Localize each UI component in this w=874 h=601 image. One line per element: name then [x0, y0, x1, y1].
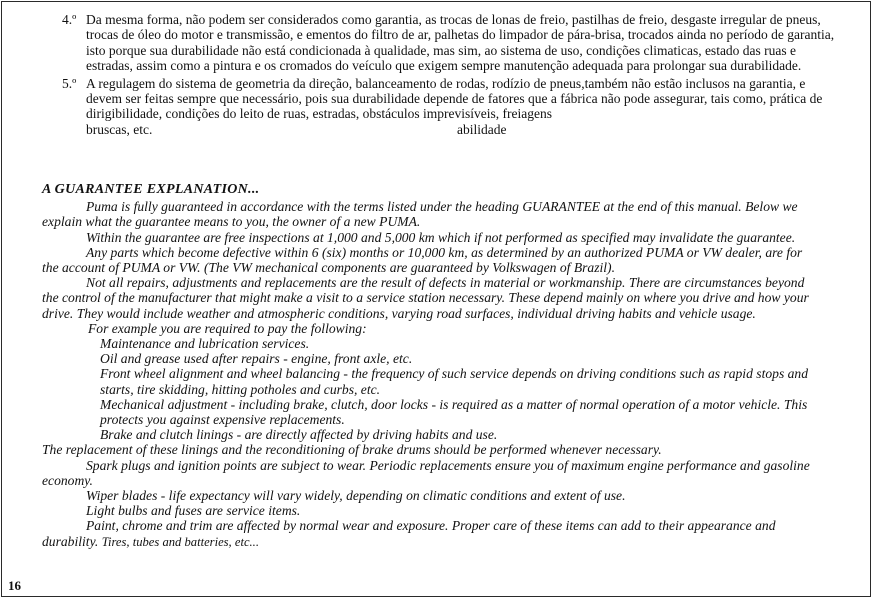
en-paint-text: Paint, chrome and trim are affected by normal wear and exposure. Proper care of these items can add to their appearance and durability. [42, 518, 776, 549]
en-spark-plugs: Spark plugs and ignition points are subject to wear. Periodic replacements ensure you of maximum engine performance and gasoline economy. [42, 457, 810, 488]
list-item: Brake and clutch linings - are directly affected by driving habits and use. [100, 427, 498, 443]
en-paint-tail: Tires, tubes and batteries, etc... [101, 534, 259, 549]
en-paragraph-2: Within the guarantee are free inspections at 1,000 and 5,000 km which if not performed as specified may invalidate the guarantee. [86, 229, 796, 245]
page-number: 16 [8, 578, 21, 593]
pt-item-5-fragment: abilidade [457, 121, 507, 137]
list-item: Oil and grease used after repairs - engine, front axle, etc. [100, 351, 413, 367]
pt-item-5-number: 5.º [62, 75, 77, 91]
section-heading: A GUARANTEE EXPLANATION... [42, 182, 260, 197]
en-light-bulbs: Light bulbs and fuses are service items. [86, 503, 301, 519]
english-section [42, 182, 822, 550]
en-list [42, 336, 822, 442]
en-paragraph-3: Any parts which become defective within 6 (six) months or 10,000 km, as determined by an authorized PUMA or VW dealer, are for the account of PUMA or VW. (The VW mechanical components are guaranteed by Volkswagen of Brazil). [42, 244, 803, 276]
list-item: Mechanical adjustment - including brake, clutch, door locks - is required as a matter of normal operation of a motor vehicle. This protects you against expensive replacements. [100, 396, 808, 428]
pt-item-5-tail-line [62, 122, 837, 137]
pt-item-5-tail: bruscas, etc. [86, 121, 153, 137]
list-item: Maintenance and lubrication services. [100, 336, 310, 352]
manual-page [1, 1, 871, 597]
en-replacement-note: The replacement of these linings and the reconditioning of brake drums should be performed whenever necessary. [42, 442, 662, 458]
en-paragraph-1: Puma is fully guaranteed in accordance with the terms listed under the heading GUARANTEE at the end of this manual. Below we explain what the guarantee means to you, the owner of a new PUMA. [42, 199, 798, 230]
pt-item-4-number: 4.º [62, 12, 77, 27]
en-paint [42, 518, 822, 549]
pt-item-5-text: A regulagem do sistema de geometria da direção, balanceamento de rodas, rodízio de pneus,também não estão inclusos na garantia, e devem ser feitas sempre que necessário, pois sua durabilidade depende de fatores que a fábrica não pode assegurar, tais como, prática de dirigibilidade, condições do leito de ruas, estradas, obstáculos imprevisíveis, freiagens [86, 75, 823, 122]
pt-item-4-text: Da mesma forma, não podem ser considerados como garantia, as trocas de lonas de freio, pastilhas de freio, desgaste irregular de pneus, trocas de óleo do motor e transmissão, e ementos do filtro de ar, palhetas do limpador de pára-brisa, trocados ainda no período de garantia, isto porque sua durabilidade não está condicionada à qualidade, mas sim, ao sistema de uso, condições climaticas, estado das ruas e estradas, assim como a pintura e os cromados do veículo que exigem sempre manutenção adequada para prolongar sua durabilidade. [86, 12, 835, 74]
en-list-intro: For example you are required to pay the following: [88, 320, 367, 336]
en-wiper-blades: Wiper blades - life expectancy will vary widely, depending on climatic conditions and extent of use. [86, 488, 626, 504]
list-item: Front wheel alignment and wheel balancing - the frequency of such service depends on driving conditions such as rapid stops and starts, tire skidding, hitting potholes and curbs, etc. [100, 366, 809, 397]
pt-item-4 [62, 12, 837, 74]
en-paragraph-4: Not all repairs, adjustments and replacements are the result of defects in material or workmanship. There are circumstances beyond the control of the manufacturer that might make a visit to a service station necessary. These depend mainly on where you drive and how your drive. They would include weather and atmospheric conditions, varying road surfaces, individual driving habits and vehicle usage. [42, 275, 809, 321]
portuguese-section [62, 12, 837, 137]
pt-item-5 [62, 76, 837, 122]
